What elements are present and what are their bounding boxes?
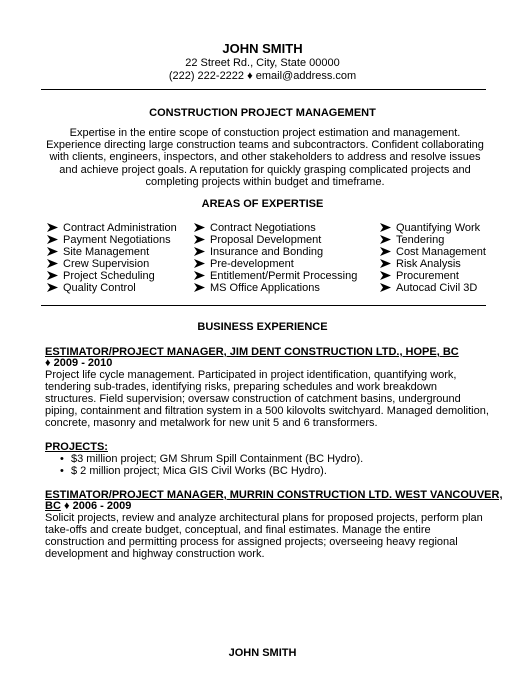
job-1-description: Project life cycle management. Participated in project identification, quantifying work, tendering sub-trades, identifying risks, preparing schedules and work breakdown structures. Field supervision; oversaw construction of catchment basins, underground piping, containment and filtration system in a 500 kilovolts switchyard. Managed demolition, concrete, masonry and metalwork for new unit 5 and 6 transformers. xyxy=(45,369,489,430)
footer-name: JOHN SMITH xyxy=(228,647,297,659)
expertise-item: Site Management xyxy=(47,246,177,258)
expertise-item: Risk Analysis xyxy=(380,258,486,270)
expertise-column-3 xyxy=(380,222,486,294)
address-text: 22 Street Rd., City, State 00000 xyxy=(185,57,340,69)
arrow-bullet-icon xyxy=(47,271,58,280)
job-2-subline xyxy=(45,500,131,512)
arrow-bullet-icon xyxy=(47,223,58,232)
arrow-bullet-icon xyxy=(47,283,58,292)
arrow-bullet-icon xyxy=(380,259,391,268)
phone-email-text: (222) 222-2222 ♦ email@address.com xyxy=(168,70,357,82)
job-1-title: ESTIMATOR/PROJECT MANAGER, JIM DENT CONSTRUCTION LTD., HOPE, BC xyxy=(45,346,459,358)
job-2-title: ESTIMATOR/PROJECT MANAGER, MURRIN CONSTRUCTION LTD. WEST VANCOUVER, xyxy=(45,489,503,501)
expertise-item: Autocad Civil 3D xyxy=(380,282,486,294)
expertise-item: Crew Supervision xyxy=(47,258,177,270)
expertise-item: Quality Control xyxy=(47,282,177,294)
arrow-bullet-icon xyxy=(194,223,205,232)
expertise-item: Entitlement/Permit Processing xyxy=(194,270,357,282)
expertise-divider xyxy=(41,305,486,306)
arrow-bullet-icon xyxy=(380,271,391,280)
experience-title: BUSINESS EXPERIENCE xyxy=(197,321,328,333)
contact-block xyxy=(0,57,525,83)
expertise-item: MS Office Applications xyxy=(194,282,357,294)
expertise-item: Contract Negotiations xyxy=(194,222,357,234)
expertise-item: Procurement xyxy=(380,270,486,282)
job-2-title-cont: BC xyxy=(45,500,61,512)
arrow-bullet-icon xyxy=(194,235,205,244)
projects-label: PROJECTS: xyxy=(45,441,108,453)
expertise-item: Quantifying Work xyxy=(380,222,486,234)
job-1-dates: ♦ 2009 - 2010 xyxy=(45,357,113,369)
summary-text: Expertise in the entire scope of constuction project estimation and management. Experience directing large construction teams and subcontractors. Confident collaborating with clients, engineers, inspectors, and other stakeholders to address and resolve issues and achieve project goals. A reputation for quickly grasping complicated projects and completing projects within budget and timeframe. xyxy=(46,127,484,188)
expertise-item: Insurance and Bonding xyxy=(194,246,357,258)
arrow-bullet-icon xyxy=(380,235,391,244)
resume-name: JOHN SMITH xyxy=(222,41,303,56)
expertise-column-1 xyxy=(47,222,177,294)
arrow-bullet-icon xyxy=(194,259,205,268)
arrow-bullet-icon xyxy=(380,283,391,292)
arrow-bullet-icon xyxy=(47,247,58,256)
expertise-item: Project Scheduling xyxy=(47,270,177,282)
projects-list xyxy=(45,453,485,477)
bullet-dot-icon: • xyxy=(60,465,64,477)
project-item: • $3 million project; GM Shrum Spill Containment (BC Hydro). xyxy=(60,453,364,465)
arrow-bullet-icon xyxy=(380,223,391,232)
expertise-item: Contract Administration xyxy=(47,222,177,234)
summary-title: CONSTRUCTION PROJECT MANAGEMENT xyxy=(149,107,376,119)
expertise-column-2 xyxy=(194,222,357,294)
arrow-bullet-icon xyxy=(47,235,58,244)
arrow-bullet-icon xyxy=(47,259,58,268)
expertise-item: Cost Management xyxy=(380,246,486,258)
header-divider xyxy=(41,89,486,90)
arrow-bullet-icon xyxy=(194,247,205,256)
project-item: • $ 2 million project; Mica GIS Civil Works (BC Hydro). xyxy=(60,465,327,477)
expertise-title: AREAS OF EXPERTISE xyxy=(201,198,324,210)
job-2-description: Solicit projects, review and analyze architectural plans for proposed projects, perform plan take-offs and create budget, conceptual, and final estimates. Manage the entire construction and permitting process for assigned projects; overseeing heavy regional development and highway construction work. xyxy=(45,512,483,561)
expertise-item: Tendering xyxy=(380,234,486,246)
expertise-item: Pre-development xyxy=(194,258,357,270)
expertise-item: Payment Negotiations xyxy=(47,234,177,246)
expertise-item: Proposal Development xyxy=(194,234,357,246)
arrow-bullet-icon xyxy=(380,247,391,256)
arrow-bullet-icon xyxy=(194,283,205,292)
arrow-bullet-icon xyxy=(194,271,205,280)
bullet-dot-icon: • xyxy=(60,453,64,465)
job-2-dates: ♦ 2006 - 2009 xyxy=(60,500,132,512)
